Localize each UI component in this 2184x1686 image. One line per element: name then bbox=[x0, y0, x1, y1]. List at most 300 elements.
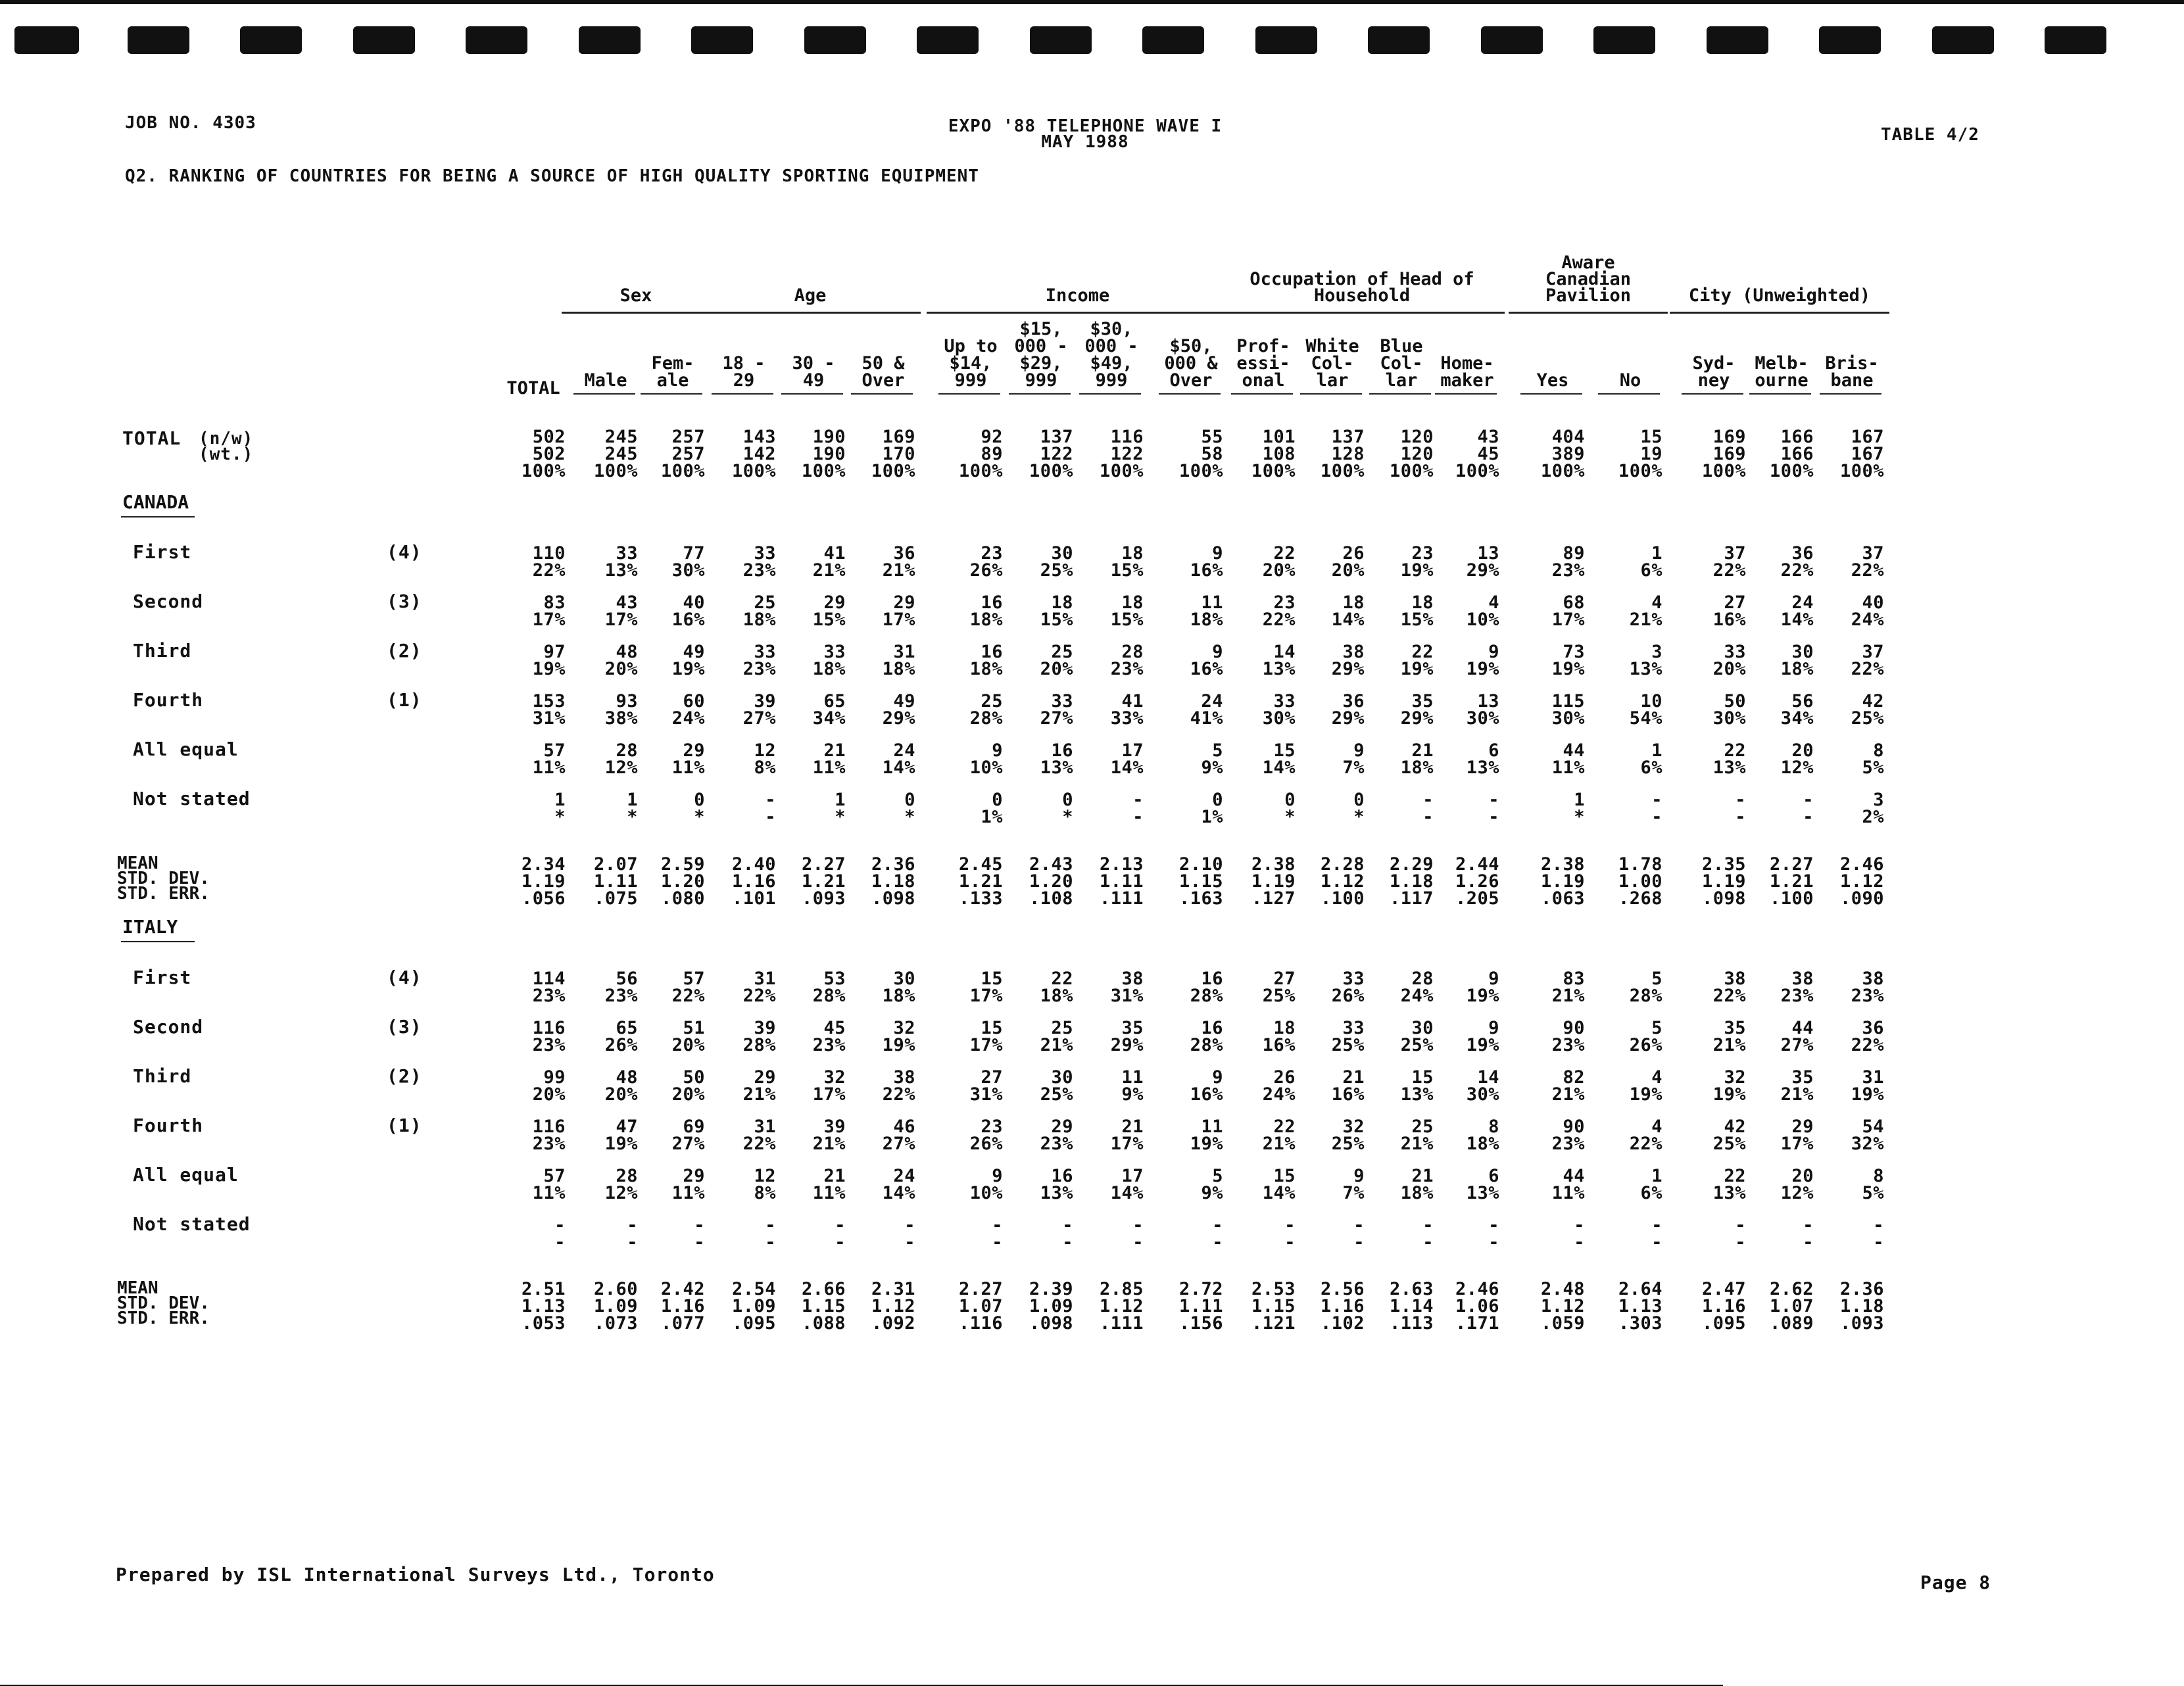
row-score-code: (2) bbox=[387, 640, 422, 662]
data-row-cell: 33 25% bbox=[1331, 1018, 1365, 1055]
data-row-cell: 29 23% bbox=[1040, 1117, 1073, 1154]
statistics-row-cell: 2.27 1.21 .100 bbox=[1769, 854, 1814, 909]
column-header: Yes bbox=[1536, 370, 1569, 391]
data-row-cell: 6 13% bbox=[1466, 1166, 1499, 1203]
data-row-cell: 83 21% bbox=[1551, 969, 1585, 1006]
statistics-row-cell: 2.43 1.20 .108 bbox=[1029, 854, 1073, 909]
data-row-cell: 41 21% bbox=[812, 543, 846, 581]
total-row-cell: 143 142 100% bbox=[731, 427, 776, 481]
data-row-cell: 0 * bbox=[1284, 790, 1296, 827]
data-row-cell: 82 21% bbox=[1551, 1067, 1585, 1105]
punch-hole-mark bbox=[1593, 26, 1655, 54]
data-row-cell: 23 19% bbox=[1400, 543, 1434, 581]
data-row-cell: 38 22% bbox=[882, 1067, 915, 1105]
data-row-cell: 4 22% bbox=[1629, 1117, 1662, 1154]
column-header-underline bbox=[712, 393, 773, 395]
data-row-cell: 32 25% bbox=[1331, 1117, 1365, 1154]
data-row-cell: 15 14% bbox=[1262, 1166, 1296, 1203]
column-group-underline bbox=[1219, 312, 1505, 314]
data-row-cell: 20 12% bbox=[1780, 740, 1814, 778]
data-row-cell: 16 13% bbox=[1040, 1166, 1073, 1203]
row-label: Fourth bbox=[133, 1115, 204, 1136]
data-row-cell: 37 22% bbox=[1712, 543, 1746, 581]
row-label: Fourth bbox=[133, 689, 204, 711]
data-row-cell: 0 * bbox=[694, 790, 705, 827]
column-header: 18 - 29 bbox=[722, 353, 765, 391]
data-row-cell: 33 23% bbox=[742, 543, 776, 581]
data-row-cell: 33 13% bbox=[604, 543, 638, 581]
section-label: ITALY bbox=[122, 916, 178, 938]
data-row-cell: 4 21% bbox=[1629, 592, 1662, 630]
data-row-cell: 14 13% bbox=[1262, 642, 1296, 679]
total-row-cell: 169 169 100% bbox=[1701, 427, 1746, 481]
statistics-row-cell: 2.62 1.07 .089 bbox=[1769, 1279, 1814, 1334]
punch-hole-mark bbox=[14, 26, 79, 54]
data-row-cell: 47 19% bbox=[604, 1117, 638, 1154]
punch-hole-mark bbox=[466, 26, 527, 54]
column-header-underline bbox=[1682, 393, 1743, 395]
data-row-cell: 16 28% bbox=[1190, 969, 1223, 1006]
column-header: Syd- ney bbox=[1692, 353, 1735, 391]
statistics-row-cell: 2.36 1.18 .098 bbox=[871, 854, 915, 909]
data-row-cell: 53 28% bbox=[812, 969, 846, 1006]
data-row-cell: 35 29% bbox=[1400, 691, 1434, 729]
data-row-cell: 21 17% bbox=[1110, 1117, 1144, 1154]
column-header-underline bbox=[1300, 393, 1362, 395]
data-row-cell: 4 10% bbox=[1466, 592, 1499, 630]
data-row-cell: 12 8% bbox=[754, 740, 776, 778]
column-header-underline bbox=[1520, 393, 1582, 395]
data-row-cell: 16 18% bbox=[969, 642, 1003, 679]
data-row-cell: 30 25% bbox=[1040, 1067, 1073, 1105]
data-row-cell: - - bbox=[904, 1215, 915, 1253]
row-label: All equal bbox=[133, 738, 239, 760]
column-group-underline bbox=[1670, 312, 1889, 314]
data-row-cell: - - bbox=[992, 1215, 1003, 1253]
column-header-underline bbox=[1820, 393, 1881, 395]
data-row-cell: 14 30% bbox=[1466, 1067, 1499, 1105]
statistics-row-cell: 2.39 1.09 .098 bbox=[1029, 1279, 1073, 1334]
data-row-cell: 9 10% bbox=[969, 740, 1003, 778]
page-number: Page 8 bbox=[1920, 1572, 1991, 1593]
statistics-row-cell: 2.85 1.12 .111 bbox=[1099, 1279, 1144, 1334]
row-label: Not stated bbox=[133, 1213, 251, 1235]
data-row-cell: 24 41% bbox=[1190, 691, 1223, 729]
data-row-cell: 42 25% bbox=[1851, 691, 1884, 729]
statistics-row-cell: 2.27 1.21 .093 bbox=[801, 854, 846, 909]
data-row-cell: - - bbox=[1574, 1215, 1585, 1253]
row-label: First bbox=[133, 967, 192, 988]
data-row-cell: 5 9% bbox=[1201, 1166, 1223, 1203]
total-row-label: TOTAL bbox=[122, 427, 182, 449]
data-row-cell: 44 11% bbox=[1551, 1166, 1585, 1203]
data-row-cell: - - bbox=[1132, 1215, 1144, 1253]
data-row-cell: - - bbox=[627, 1215, 638, 1253]
column-header: Up to $14, 999 bbox=[944, 336, 998, 391]
data-row-cell: 9 16% bbox=[1190, 543, 1223, 581]
column-header-underline bbox=[1231, 393, 1293, 395]
data-row-cell: 23 22% bbox=[1262, 592, 1296, 630]
statistics-row-cell: 2.53 1.15 .121 bbox=[1251, 1279, 1296, 1334]
statistics-row-cell: 2.44 1.26 .205 bbox=[1455, 854, 1499, 909]
data-row-cell: 25 28% bbox=[969, 691, 1003, 729]
row-score-code: (1) bbox=[387, 1115, 422, 1136]
statistics-row-cell: 2.46 1.12 .090 bbox=[1839, 854, 1884, 909]
data-row-cell: 23 26% bbox=[969, 543, 1003, 581]
statistics-row-cell: 2.72 1.11 .156 bbox=[1178, 1279, 1223, 1334]
data-row-cell: 116 23% bbox=[532, 1018, 566, 1055]
data-row-cell: 21 18% bbox=[1400, 740, 1434, 778]
data-row-cell: - - bbox=[554, 1215, 566, 1253]
data-row-cell: - - bbox=[1212, 1215, 1223, 1253]
data-row-cell: 32 17% bbox=[812, 1067, 846, 1105]
column-header: $50, 000 & Over bbox=[1164, 336, 1218, 391]
data-row-cell: 115 30% bbox=[1551, 691, 1585, 729]
data-row-cell: 5 26% bbox=[1629, 1018, 1662, 1055]
data-row-cell: 18 15% bbox=[1110, 592, 1144, 630]
data-row-cell: 33 23% bbox=[742, 642, 776, 679]
column-header-underline bbox=[1749, 393, 1811, 395]
column-header: $15, 000 - $29, 999 bbox=[1014, 319, 1068, 391]
statistics-row-cell: 2.27 1.07 .116 bbox=[958, 1279, 1003, 1334]
column-header-underline bbox=[1009, 393, 1071, 395]
column-header: Fem- ale bbox=[651, 353, 694, 391]
data-row-cell: 38 23% bbox=[1851, 969, 1884, 1006]
total-row-cell: 167 167 100% bbox=[1839, 427, 1884, 481]
data-row-cell: 16 13% bbox=[1040, 740, 1073, 778]
data-row-cell: 8 5% bbox=[1862, 1166, 1884, 1203]
data-row-cell: 33 20% bbox=[1712, 642, 1746, 679]
data-row-cell: 46 27% bbox=[882, 1117, 915, 1154]
data-row-cell: 20 12% bbox=[1780, 1166, 1814, 1203]
data-row-cell: 18 15% bbox=[1400, 592, 1434, 630]
data-row-cell: 40 16% bbox=[671, 592, 705, 630]
data-row-cell: 25 21% bbox=[1040, 1018, 1073, 1055]
data-row-cell: 1 6% bbox=[1640, 1166, 1662, 1203]
data-row-cell: 90 23% bbox=[1551, 1117, 1585, 1154]
column-header: Blue Col- lar bbox=[1380, 336, 1423, 391]
data-row-cell: 9 19% bbox=[1466, 969, 1499, 1006]
data-row-cell: 41 33% bbox=[1110, 691, 1144, 729]
data-row-cell: 8 5% bbox=[1862, 740, 1884, 778]
column-header-underline bbox=[573, 393, 635, 395]
data-row-cell: 21 16% bbox=[1331, 1067, 1365, 1105]
punch-hole-mark bbox=[240, 26, 302, 54]
column-header-underline bbox=[1369, 393, 1431, 395]
column-header-underline bbox=[851, 393, 913, 395]
statistics-row-cell: 2.38 1.19 .063 bbox=[1540, 854, 1585, 909]
data-row-cell: 44 11% bbox=[1551, 740, 1585, 778]
data-row-cell: 27 25% bbox=[1262, 969, 1296, 1006]
data-row-cell: 0 * bbox=[1353, 790, 1365, 827]
column-group-header: City (Unweighted) bbox=[1688, 285, 1871, 306]
data-row-cell: 48 20% bbox=[604, 1067, 638, 1105]
statistics-row-cell: 2.56 1.16 .102 bbox=[1320, 1279, 1365, 1334]
punch-hole-mark bbox=[1707, 26, 1768, 54]
job-number: JOB NO. 4303 bbox=[125, 113, 256, 133]
data-row-cell: 49 19% bbox=[671, 642, 705, 679]
column-header-underline bbox=[1435, 393, 1497, 395]
data-row-cell: 1 * bbox=[835, 790, 846, 827]
data-row-cell: 1 * bbox=[554, 790, 566, 827]
question-title: Q2. RANKING OF COUNTRIES FOR BEING A SOURCE OF HIGH QUALITY SPORTING EQUIPMENT bbox=[125, 166, 979, 186]
data-row-cell: 30 18% bbox=[882, 969, 915, 1006]
data-row-cell: 18 14% bbox=[1331, 592, 1365, 630]
data-row-cell: 28 23% bbox=[1110, 642, 1144, 679]
data-row-cell: 31 22% bbox=[742, 1117, 776, 1154]
data-row-cell: - - bbox=[1488, 1215, 1499, 1253]
data-row-cell: 35 21% bbox=[1780, 1067, 1814, 1105]
punch-hole-mark bbox=[1142, 26, 1204, 54]
report-title-line1: EXPO '88 TELEPHONE WAVE I bbox=[948, 116, 1223, 136]
data-row-cell: 15 13% bbox=[1400, 1067, 1434, 1105]
data-row-cell: - - bbox=[1353, 1215, 1365, 1253]
statistics-row-cell: 2.31 1.12 .092 bbox=[871, 1279, 915, 1334]
total-row-cell: 15 19 100% bbox=[1618, 427, 1662, 481]
data-row-cell: 30 25% bbox=[1400, 1018, 1434, 1055]
column-header: White Col- lar bbox=[1305, 336, 1359, 391]
data-row-cell: 116 23% bbox=[532, 1117, 566, 1154]
data-row-cell: 25 21% bbox=[1400, 1117, 1434, 1154]
data-row-cell: 9 7% bbox=[1342, 1166, 1365, 1203]
data-row-cell: 9 16% bbox=[1190, 1067, 1223, 1105]
total-row-sublabel-wt: (wt.) bbox=[199, 445, 254, 464]
data-row-cell: 50 20% bbox=[671, 1067, 705, 1105]
data-row-cell: 83 17% bbox=[532, 592, 566, 630]
data-row-cell: 29 21% bbox=[742, 1067, 776, 1105]
column-header: No bbox=[1619, 370, 1641, 391]
statistics-row-cell: 2.59 1.20 .080 bbox=[660, 854, 705, 909]
total-row-cell: 43 45 100% bbox=[1455, 427, 1499, 481]
punch-hole-mark bbox=[1030, 26, 1092, 54]
data-row-cell: 30 25% bbox=[1040, 543, 1073, 581]
column-header: Prof- essi- onal bbox=[1236, 336, 1290, 391]
data-row-cell: - - bbox=[1873, 1215, 1884, 1253]
data-row-cell: 21 11% bbox=[812, 740, 846, 778]
data-row-cell: 9 19% bbox=[1466, 1018, 1499, 1055]
statistics-row-cell: 2.42 1.16 .077 bbox=[660, 1279, 705, 1334]
data-row-cell: 97 19% bbox=[532, 642, 566, 679]
data-row-cell: 11 18% bbox=[1190, 592, 1223, 630]
data-row-cell: 12 8% bbox=[754, 1166, 776, 1203]
data-row-cell: 25 20% bbox=[1040, 642, 1073, 679]
data-row-cell: 15 17% bbox=[969, 1018, 1003, 1055]
data-row-cell: 57 22% bbox=[671, 969, 705, 1006]
row-label: Second bbox=[133, 1016, 204, 1038]
table-number: TABLE 4/2 bbox=[1881, 125, 1979, 145]
punch-hole-mark bbox=[2045, 26, 2106, 54]
data-row-cell: - - bbox=[1422, 790, 1434, 827]
data-row-cell: 29 11% bbox=[671, 1166, 705, 1203]
total-row-cell: 502 502 100% bbox=[521, 427, 566, 481]
column-group-underline bbox=[700, 312, 921, 314]
data-row-cell: 57 11% bbox=[532, 1166, 566, 1203]
data-row-cell: 89 23% bbox=[1551, 543, 1585, 581]
total-row-cell: 137 122 100% bbox=[1029, 427, 1073, 481]
data-row-cell: 30 18% bbox=[1780, 642, 1814, 679]
statistics-row-cell: 2.45 1.21 .133 bbox=[958, 854, 1003, 909]
total-row-cell: 166 166 100% bbox=[1769, 427, 1814, 481]
data-row-cell: 29 11% bbox=[671, 740, 705, 778]
column-header-underline bbox=[938, 393, 1000, 395]
data-row-cell: 43 17% bbox=[604, 592, 638, 630]
data-row-cell: 24 14% bbox=[1780, 592, 1814, 630]
data-row-cell: 29 17% bbox=[1780, 1117, 1814, 1154]
data-row-cell: 26 24% bbox=[1262, 1067, 1296, 1105]
data-row-cell: 22 20% bbox=[1262, 543, 1296, 581]
row-label: First bbox=[133, 541, 192, 563]
statistics-row-cell: 2.60 1.09 .073 bbox=[593, 1279, 638, 1334]
row-label: Third bbox=[133, 1065, 192, 1087]
data-row-cell: 65 26% bbox=[604, 1018, 638, 1055]
data-row-cell: 1 6% bbox=[1640, 543, 1662, 581]
statistics-row-cell: 2.13 1.11 .111 bbox=[1099, 854, 1144, 909]
data-row-cell: 21 11% bbox=[812, 1166, 846, 1203]
data-row-cell: 15 14% bbox=[1262, 740, 1296, 778]
data-row-cell: 31 19% bbox=[1851, 1067, 1884, 1105]
total-row-cell: 404 389 100% bbox=[1540, 427, 1585, 481]
column-group-underline bbox=[1509, 312, 1668, 314]
row-score-code: (3) bbox=[387, 1016, 422, 1038]
column-header: 30 - 49 bbox=[792, 353, 835, 391]
data-row-cell: - - bbox=[765, 1215, 776, 1253]
total-row-cell: 101 108 100% bbox=[1251, 427, 1296, 481]
total-row-cell: 137 128 100% bbox=[1320, 427, 1365, 481]
total-row-cell: 116 122 100% bbox=[1099, 427, 1144, 481]
data-row-cell: 38 22% bbox=[1712, 969, 1746, 1006]
data-row-cell: 18 15% bbox=[1110, 543, 1144, 581]
column-group-header: Sex bbox=[619, 285, 652, 306]
data-row-cell: 33 30% bbox=[1262, 691, 1296, 729]
data-row-cell: 29 15% bbox=[812, 592, 846, 630]
data-row-cell: 35 21% bbox=[1712, 1018, 1746, 1055]
row-score-code: (1) bbox=[387, 689, 422, 711]
data-row-cell: 18 16% bbox=[1262, 1018, 1296, 1055]
total-row-cell: 245 245 100% bbox=[593, 427, 638, 481]
data-row-cell: 3 2% bbox=[1862, 790, 1884, 827]
statistics-row-cell: 2.51 1.13 .053 bbox=[521, 1279, 566, 1334]
data-row-cell: 17 14% bbox=[1110, 740, 1144, 778]
data-row-cell: 48 20% bbox=[604, 642, 638, 679]
data-row-cell: 40 24% bbox=[1851, 592, 1884, 630]
row-label: All equal bbox=[133, 1164, 239, 1186]
data-row-cell: 65 34% bbox=[812, 691, 846, 729]
statistics-row-cell: 1.78 1.00 .268 bbox=[1618, 854, 1662, 909]
column-header: Home- maker bbox=[1440, 353, 1494, 391]
column-header-underline bbox=[781, 393, 843, 395]
data-row-cell: 22 18% bbox=[1040, 969, 1073, 1006]
row-label: Not stated bbox=[133, 788, 251, 809]
data-row-cell: 60 24% bbox=[671, 691, 705, 729]
data-row-cell: 56 34% bbox=[1780, 691, 1814, 729]
data-row-cell: 16 18% bbox=[969, 592, 1003, 630]
data-row-cell: 33 27% bbox=[1040, 691, 1073, 729]
data-row-cell: 35 29% bbox=[1110, 1018, 1144, 1055]
data-row-cell: 69 27% bbox=[671, 1117, 705, 1154]
statistics-row-cell: 2.46 1.06 .171 bbox=[1455, 1279, 1499, 1334]
column-header-underline bbox=[1598, 393, 1660, 395]
data-row-cell: - - bbox=[1803, 790, 1814, 827]
column-group-header: Aware Canadian Pavilion bbox=[1545, 253, 1632, 306]
data-row-cell: 21 18% bbox=[1400, 1166, 1434, 1203]
statistics-row-cell: 2.07 1.11 .075 bbox=[593, 854, 638, 909]
data-row-cell: 77 30% bbox=[671, 543, 705, 581]
statistics-row-cell: 2.63 1.14 .113 bbox=[1389, 1279, 1434, 1334]
data-row-cell: 39 27% bbox=[742, 691, 776, 729]
statistics-row-cell: 2.40 1.16 .101 bbox=[731, 854, 776, 909]
total-row-cell: 92 89 100% bbox=[958, 427, 1003, 481]
statistics-row-cell: 2.29 1.18 .117 bbox=[1389, 854, 1434, 909]
punch-hole-mark bbox=[1368, 26, 1430, 54]
punch-hole-mark bbox=[1255, 26, 1317, 54]
column-header: 50 & Over bbox=[861, 353, 905, 391]
data-row-cell: 18 15% bbox=[1040, 592, 1073, 630]
data-row-cell: 24 14% bbox=[882, 740, 915, 778]
column-header: Male bbox=[584, 370, 627, 391]
data-row-cell: 28 12% bbox=[604, 1166, 638, 1203]
report-title-line2: MAY 1988 bbox=[1041, 132, 1129, 152]
total-row-sublabel-nw: (n/w) bbox=[199, 429, 254, 448]
data-row-cell: 22 13% bbox=[1712, 740, 1746, 778]
column-group-underline bbox=[927, 312, 1228, 314]
data-row-cell: 4 19% bbox=[1629, 1067, 1662, 1105]
data-row-cell: 10 54% bbox=[1629, 691, 1662, 729]
column-header: TOTAL bbox=[506, 378, 560, 398]
data-row-cell: 39 28% bbox=[742, 1018, 776, 1055]
data-row-cell: 25 18% bbox=[742, 592, 776, 630]
punch-hole-mark bbox=[691, 26, 753, 54]
data-row-cell: 9 19% bbox=[1466, 642, 1499, 679]
data-row-cell: 36 22% bbox=[1780, 543, 1814, 581]
column-header: Melb- ourne bbox=[1755, 353, 1808, 391]
total-row-cell: 120 120 100% bbox=[1389, 427, 1434, 481]
data-row-cell: 73 19% bbox=[1551, 642, 1585, 679]
data-row-cell: - - bbox=[1803, 1215, 1814, 1253]
data-row-cell: 93 38% bbox=[604, 691, 638, 729]
data-row-cell: - - bbox=[1488, 790, 1499, 827]
data-row-cell: 13 29% bbox=[1466, 543, 1499, 581]
data-row-cell: - - bbox=[1132, 790, 1144, 827]
column-header-underline bbox=[1079, 393, 1141, 395]
data-row-cell: 26 20% bbox=[1331, 543, 1365, 581]
punch-hole-mark bbox=[804, 26, 866, 54]
data-row-cell: 1 6% bbox=[1640, 740, 1662, 778]
data-row-cell: 38 31% bbox=[1110, 969, 1144, 1006]
punch-hole-mark bbox=[1481, 26, 1543, 54]
column-group-header: Occupation of Head of Household bbox=[1250, 269, 1474, 306]
data-row-cell: 110 22% bbox=[532, 543, 566, 581]
data-row-cell: 38 23% bbox=[1780, 969, 1814, 1006]
punch-hole-mark bbox=[1819, 26, 1881, 54]
data-row-cell: 3 13% bbox=[1629, 642, 1662, 679]
data-row-cell: 56 23% bbox=[604, 969, 638, 1006]
total-row-cell: 55 58 100% bbox=[1178, 427, 1223, 481]
data-row-cell: 9 16% bbox=[1190, 642, 1223, 679]
total-row-cell: 190 190 100% bbox=[801, 427, 846, 481]
column-group-header: Age bbox=[794, 285, 827, 306]
statistics-row-cell: 2.38 1.19 .127 bbox=[1251, 854, 1296, 909]
data-row-cell: 90 23% bbox=[1551, 1018, 1585, 1055]
data-row-cell: - - bbox=[765, 790, 776, 827]
data-row-cell: 38 29% bbox=[1331, 642, 1365, 679]
data-row-cell: 37 22% bbox=[1851, 642, 1884, 679]
statistics-row-cell: 2.64 1.13 .303 bbox=[1618, 1279, 1662, 1334]
data-row-cell: 31 18% bbox=[882, 642, 915, 679]
data-row-cell: 99 20% bbox=[532, 1067, 566, 1105]
data-row-cell: - - bbox=[835, 1215, 846, 1253]
data-row-cell: 37 22% bbox=[1851, 543, 1884, 581]
statistics-row-cell: 2.36 1.18 .093 bbox=[1839, 1279, 1884, 1334]
